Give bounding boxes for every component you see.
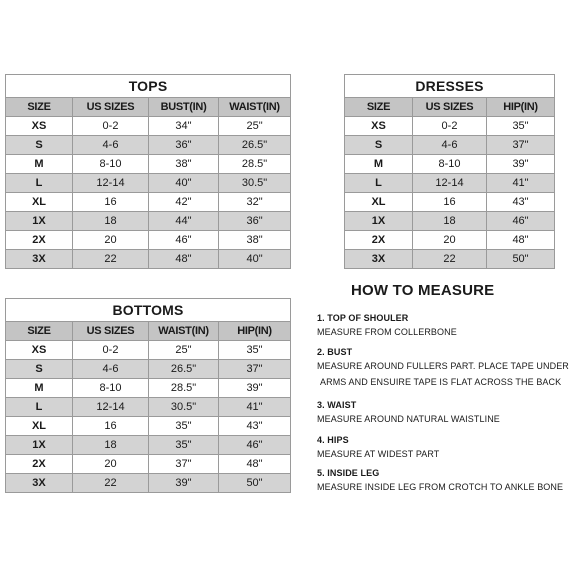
table-row [345, 136, 555, 155]
table-row [6, 417, 291, 436]
size-label-cell: XS [6, 117, 73, 136]
table-cell: 39" [149, 474, 219, 493]
size-label-cell: L [6, 174, 73, 193]
table-row [6, 136, 291, 155]
column-header-us-sizes: US SIZES [413, 98, 487, 117]
table-cell: 35" [149, 417, 219, 436]
column-header-us-sizes: US SIZES [73, 322, 149, 341]
table-row [6, 155, 291, 174]
table-cell: 32" [219, 193, 291, 212]
table-cell: 41" [219, 398, 291, 417]
table-cell: 48" [219, 455, 291, 474]
table-cell: 8-10 [73, 379, 149, 398]
table-row [6, 117, 291, 136]
table-cell: 22 [413, 250, 487, 269]
size-label-cell: S [6, 360, 73, 379]
table-cell: 40" [219, 250, 291, 269]
column-header-waist: WAIST(IN) [219, 98, 291, 117]
size-label-cell: 1X [345, 212, 413, 231]
table-row [6, 474, 291, 493]
table-cell: 28.5" [149, 379, 219, 398]
table-row [6, 174, 291, 193]
table-cell: 37" [149, 455, 219, 474]
table-cell: 16 [73, 417, 149, 436]
table-cell: 37" [487, 136, 555, 155]
size-label-cell: M [345, 155, 413, 174]
bottoms-table-title: BOTTOMS [6, 299, 291, 322]
tops-size-table [5, 74, 291, 269]
size-label-cell: M [6, 155, 73, 174]
table-cell: 35" [487, 117, 555, 136]
table-cell: 8-10 [73, 155, 149, 174]
measure-step-inside-leg [317, 468, 563, 492]
table-cell: 4-6 [73, 360, 149, 379]
table-cell: 35" [149, 436, 219, 455]
table-cell: 48" [487, 231, 555, 250]
table-cell: 37" [219, 360, 291, 379]
column-header-bust: BUST(IN) [149, 98, 219, 117]
column-header-size: SIZE [6, 98, 73, 117]
table-cell: 20 [413, 231, 487, 250]
measure-step-shoulder [317, 313, 457, 337]
measure-step-heading: 2. BUST [317, 347, 353, 357]
table-cell: 22 [73, 474, 149, 493]
column-header-us-sizes: US SIZES [73, 98, 149, 117]
table-row [6, 341, 291, 360]
table-cell: 43" [219, 417, 291, 436]
size-label-cell: 3X [6, 250, 73, 269]
table-cell: 4-6 [413, 136, 487, 155]
table-row [345, 193, 555, 212]
size-label-cell: S [6, 136, 73, 155]
size-label-cell: XS [6, 341, 73, 360]
table-cell: 40" [149, 174, 219, 193]
column-header-size: SIZE [6, 322, 73, 341]
measure-step-heading: 3. WAIST [317, 400, 357, 410]
table-cell: 38" [219, 231, 291, 250]
table-cell: 42" [149, 193, 219, 212]
table-cell: 39" [219, 379, 291, 398]
table-cell: 25" [149, 341, 219, 360]
size-label-cell: XL [6, 193, 73, 212]
dresses-table-title: DRESSES [345, 75, 555, 98]
size-label-cell: 3X [6, 474, 73, 493]
table-row [345, 212, 555, 231]
table-cell: 4-6 [73, 136, 149, 155]
table-row [6, 436, 291, 455]
measure-step-heading: 1. TOP OF SHOULER [317, 313, 409, 323]
measure-step-heading: 4. HIPS [317, 435, 349, 445]
table-row [6, 212, 291, 231]
size-label-cell: L [6, 398, 73, 417]
table-cell: 18 [73, 212, 149, 231]
table-cell: 46" [219, 436, 291, 455]
size-label-cell: XL [345, 193, 413, 212]
table-cell: 8-10 [413, 155, 487, 174]
table-row [345, 231, 555, 250]
size-label-cell: 1X [6, 436, 73, 455]
table-row [6, 193, 291, 212]
measure-step-hips [317, 435, 439, 459]
table-row [345, 250, 555, 269]
measure-step-text: MEASURE AROUND FULLERS PART. PLACE TAPE UNDER [317, 361, 569, 371]
table-cell: 12-14 [73, 174, 149, 193]
table-cell: 0-2 [413, 117, 487, 136]
table-cell: 50" [219, 474, 291, 493]
how-to-measure-section [317, 282, 580, 512]
table-cell: 0-2 [73, 341, 149, 360]
table-cell: 30.5" [219, 174, 291, 193]
how-to-measure-title: HOW TO MEASURE [351, 282, 495, 299]
size-label-cell: M [6, 379, 73, 398]
column-header-hip: HIP(IN) [219, 322, 291, 341]
table-cell: 38" [149, 155, 219, 174]
table-row [345, 155, 555, 174]
dresses-size-table [344, 74, 555, 269]
size-label-cell: 2X [345, 231, 413, 250]
table-cell: 22 [73, 250, 149, 269]
column-header-waist: WAIST(IN) [149, 322, 219, 341]
size-label-cell: XS [345, 117, 413, 136]
measure-step-text: MEASURE FROM COLLERBONE [317, 327, 457, 337]
table-cell: 0-2 [73, 117, 149, 136]
table-row [345, 117, 555, 136]
table-cell: 25" [219, 117, 291, 136]
measure-step-text: MEASURE AT WIDEST PART [317, 449, 440, 459]
table-cell: 35" [219, 341, 291, 360]
table-cell: 26.5" [149, 360, 219, 379]
table-cell: 34" [149, 117, 219, 136]
column-header-hip: HIP(IN) [487, 98, 555, 117]
size-label-cell: XL [6, 417, 73, 436]
tops-table-title: TOPS [6, 75, 291, 98]
size-label-cell: S [345, 136, 413, 155]
table-cell: 39" [487, 155, 555, 174]
table-cell: 26.5" [219, 136, 291, 155]
table-row [6, 398, 291, 417]
table-cell: 30.5" [149, 398, 219, 417]
table-cell: 46" [149, 231, 219, 250]
size-label-cell: 2X [6, 231, 73, 250]
size-label-cell: L [345, 174, 413, 193]
table-cell: 43" [487, 193, 555, 212]
size-label-cell: 2X [6, 455, 73, 474]
measure-step-waist [317, 400, 500, 424]
table-cell: 18 [413, 212, 487, 231]
measure-step-bust [317, 347, 569, 387]
table-cell: 36" [149, 136, 219, 155]
size-label-cell: 3X [345, 250, 413, 269]
table-row [6, 250, 291, 269]
column-header-size: SIZE [345, 98, 413, 117]
table-row [345, 174, 555, 193]
size-label-cell: 1X [6, 212, 73, 231]
table-cell: 16 [73, 193, 149, 212]
table-cell: 46" [487, 212, 555, 231]
measure-step-heading: 5. INSIDE LEG [317, 468, 380, 478]
table-cell: 20 [73, 231, 149, 250]
table-row [6, 455, 291, 474]
table-cell: 12-14 [413, 174, 487, 193]
table-row [6, 360, 291, 379]
table-cell: 12-14 [73, 398, 149, 417]
table-cell: 18 [73, 436, 149, 455]
measure-step-text: MEASURE AROUND NATURAL WAISTLINE [317, 414, 500, 424]
measure-step-text: MEASURE INSIDE LEG FROM CROTCH TO ANKLE BONE [317, 482, 564, 492]
table-cell: 20 [73, 455, 149, 474]
table-cell: 44" [149, 212, 219, 231]
table-cell: 48" [149, 250, 219, 269]
table-cell: 41" [487, 174, 555, 193]
table-cell: 28.5" [219, 155, 291, 174]
table-cell: 36" [219, 212, 291, 231]
table-cell: 50" [487, 250, 555, 269]
measure-step-text: ARMS AND ENSUIRE TAPE IS FLAT ACROSS THE BACK [320, 377, 562, 387]
table-row [6, 231, 291, 250]
bottoms-size-table [5, 298, 291, 493]
table-cell: 16 [413, 193, 487, 212]
table-row [6, 379, 291, 398]
